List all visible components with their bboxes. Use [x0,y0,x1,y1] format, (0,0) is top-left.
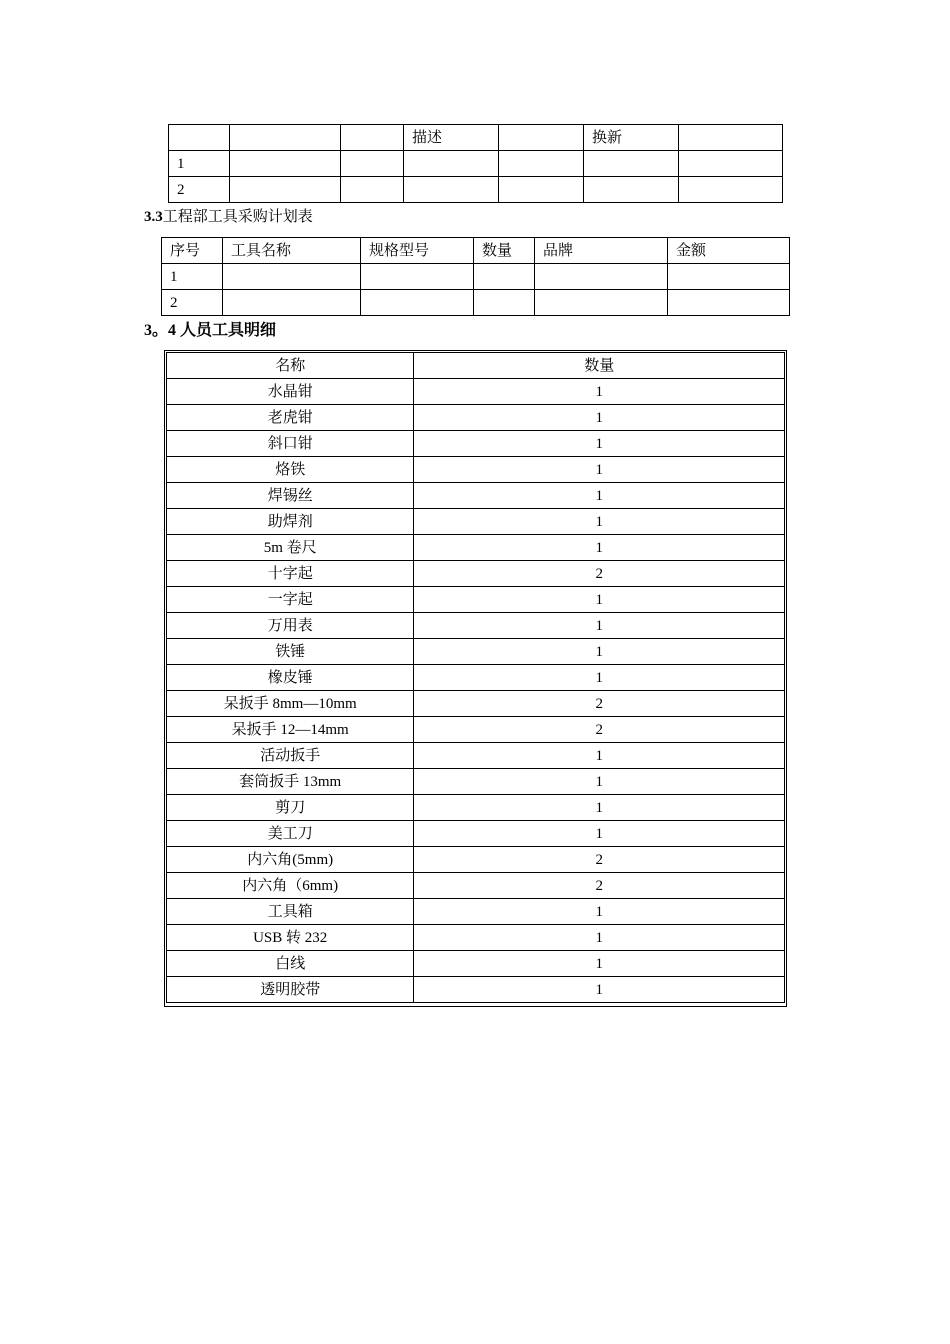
table-cell [679,177,783,203]
section-heading-3-4: 3。4 人员工具明细 [144,322,277,339]
table-cell [668,290,790,316]
table-row [167,457,785,483]
table-cell [535,290,668,316]
tool-name-cell: 万用表 [167,613,414,639]
table-row [167,873,785,899]
table-cell [584,151,679,177]
tools-table-body [167,353,785,1003]
table-cell [474,264,535,290]
tool-name-cell: 老虎钳 [167,405,414,431]
table-row [167,795,785,821]
table-row [167,405,785,431]
table-cell [230,125,341,151]
personnel-tools-table [166,352,785,1003]
table-row [167,925,785,951]
table-cell [361,264,474,290]
table-row [167,431,785,457]
tool-quantity-cell: 1 [414,639,785,665]
tool-name-cell: 活动扳手 [167,743,414,769]
tool-name-cell: 斜口钳 [167,431,414,457]
table-row [169,151,783,177]
table-cell [223,264,361,290]
tool-name-cell: 白线 [167,951,414,977]
tool-quantity-cell: 1 [414,951,785,977]
table-row [167,691,785,717]
tool-name-cell: 美工刀 [167,821,414,847]
table-row [167,535,785,561]
tool-name-cell: 焊锡丝 [167,483,414,509]
table-row [167,769,785,795]
table-cell: 2 [162,290,223,316]
table-cell [230,151,341,177]
tool-name-cell: 一字起 [167,587,414,613]
tool-name-cell: 呆扳手 12—14mm [167,717,414,743]
header-cell-replace: 换新 [584,125,679,151]
table-row [167,509,785,535]
header-cell-quantity: 数量 [414,353,785,379]
purchase-plan-table [161,237,790,316]
tool-name-cell: 水晶钳 [167,379,414,405]
table-row [167,977,785,1003]
section-number: 3.3 [144,209,163,225]
table-cell: 2 [169,177,230,203]
tool-quantity-cell: 1 [414,769,785,795]
tool-name-cell: USB 转 232 [167,925,414,951]
tool-quantity-cell: 1 [414,379,785,405]
tool-name-cell: 内六角（6mm) [167,873,414,899]
table-row [167,483,785,509]
table-cell [230,177,341,203]
tool-quantity-cell: 2 [414,691,785,717]
table-cell [361,290,474,316]
header-cell: 规格型号 [361,238,474,264]
table-cell [679,151,783,177]
table-row [162,264,790,290]
header-cell: 工具名称 [223,238,361,264]
tool-quantity-cell: 1 [414,977,785,1003]
table-cell [404,177,499,203]
table-cell [535,264,668,290]
tool-quantity-cell: 2 [414,847,785,873]
tool-quantity-cell: 2 [414,717,785,743]
tool-quantity-cell: 1 [414,743,785,769]
tool-quantity-cell: 1 [414,899,785,925]
table-cell [679,125,783,151]
tool-quantity-cell: 1 [414,535,785,561]
tool-name-cell: 5m 卷尺 [167,535,414,561]
table-cell [341,177,404,203]
tool-name-cell: 烙铁 [167,457,414,483]
table-cell [668,264,790,290]
tool-name-cell: 铁锤 [167,639,414,665]
table-cell: 1 [169,151,230,177]
table-cell [169,125,230,151]
tool-name-cell: 十字起 [167,561,414,587]
table-cell [474,290,535,316]
section-title: 工程部工具采购计划表 [162,209,313,225]
tool-quantity-cell: 1 [414,925,785,951]
tool-name-cell: 助焊剂 [167,509,414,535]
table-row [167,561,785,587]
tool-quantity-cell: 1 [414,405,785,431]
table-row [167,847,785,873]
tool-quantity-cell: 1 [414,587,785,613]
tool-quantity-cell: 1 [414,665,785,691]
table-cell [584,177,679,203]
table-row [167,613,785,639]
table-cell: 1 [162,264,223,290]
tool-name-cell: 内六角(5mm) [167,847,414,873]
tool-name-cell: 套筒扳手 13mm [167,769,414,795]
table-row [167,899,785,925]
tool-quantity-cell: 1 [414,483,785,509]
tools-table-frame [164,350,787,1007]
table-row [167,587,785,613]
tool-name-cell: 呆扳手 8mm—10mm [167,691,414,717]
table-cell [404,151,499,177]
header-cell: 序号 [162,238,223,264]
table-row [167,821,785,847]
table-row [167,951,785,977]
header-cell: 数量 [474,238,535,264]
tool-quantity-cell: 1 [414,821,785,847]
tool-quantity-cell: 1 [414,457,785,483]
tool-quantity-cell: 1 [414,613,785,639]
table-row [162,290,790,316]
header-cell: 品牌 [535,238,668,264]
tool-quantity-cell: 2 [414,561,785,587]
table-header-row [162,238,790,264]
table-row [167,665,785,691]
table-row [167,639,785,665]
table-cell [499,177,584,203]
top-table [168,124,783,203]
table-cell [341,151,404,177]
tool-quantity-cell: 1 [414,431,785,457]
table-cell [499,125,584,151]
section-heading-3-3 [144,205,313,226]
tool-quantity-cell: 2 [414,873,785,899]
table-cell [223,290,361,316]
tool-quantity-cell: 1 [414,795,785,821]
table-row [167,379,785,405]
table-cell [499,151,584,177]
table-cell [341,125,404,151]
header-cell-description: 描述 [404,125,499,151]
table-row [169,177,783,203]
table-header-row [169,125,783,151]
table-header-row [167,353,785,379]
tool-quantity-cell: 1 [414,509,785,535]
tool-name-cell: 透明胶带 [167,977,414,1003]
tool-name-cell: 剪刀 [167,795,414,821]
tool-name-cell: 工具箱 [167,899,414,925]
table-row [167,717,785,743]
header-cell-name: 名称 [167,353,414,379]
table-row [167,743,785,769]
header-cell: 金额 [668,238,790,264]
tool-name-cell: 橡皮锤 [167,665,414,691]
